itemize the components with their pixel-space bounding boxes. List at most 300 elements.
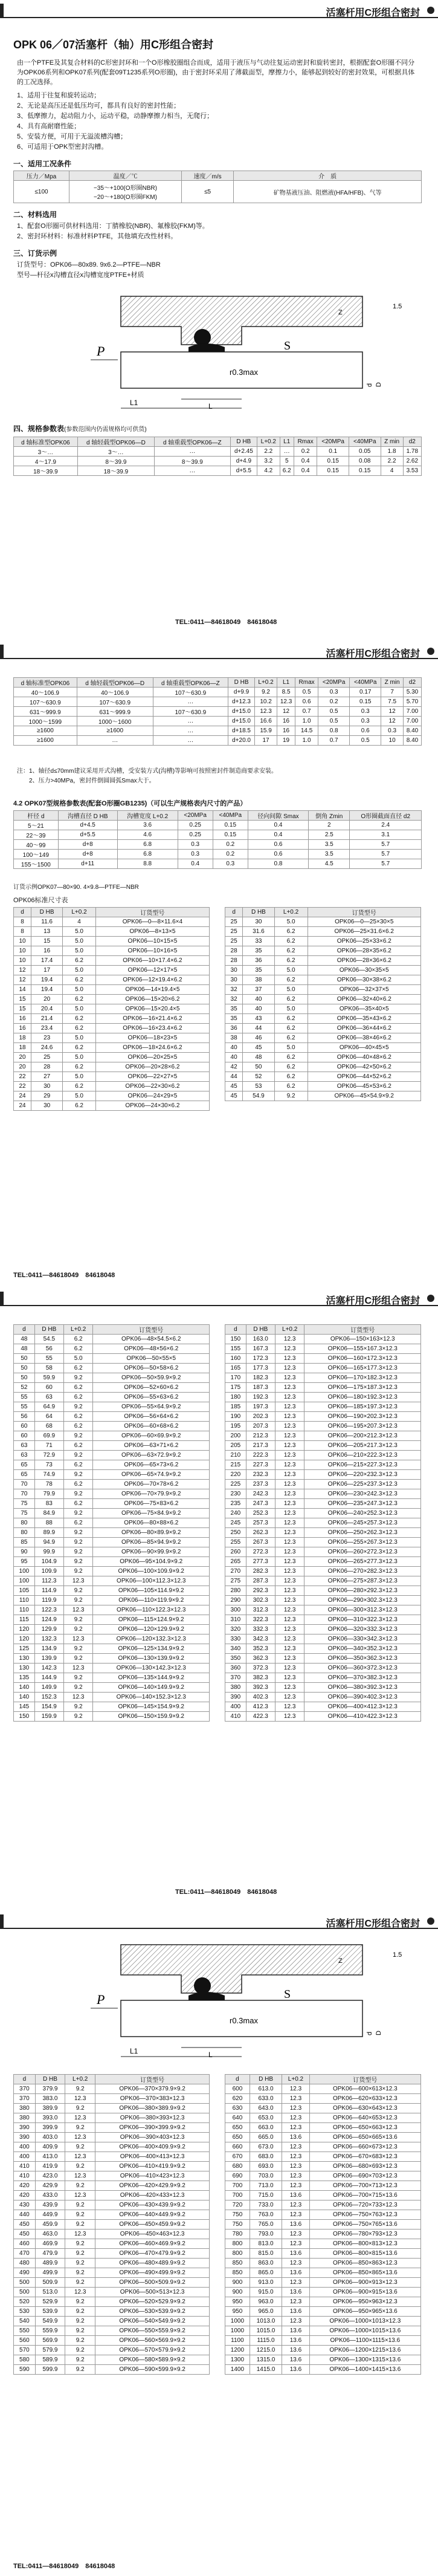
table-cell: OPK06—35×43×6.2 (308, 1014, 420, 1024)
section-order: 三、订货示例 (13, 249, 57, 258)
table-cell: 865.0 (250, 2268, 282, 2278)
column-header: D HB (230, 437, 257, 447)
table-cell: OPK06—150×159.9×9.2 (93, 1712, 210, 1722)
table-cell: 0.4 (248, 830, 308, 840)
table-row (225, 1605, 421, 1615)
table-cell: OPK06—410×423×12.3 (95, 2171, 210, 2181)
table-row (225, 1412, 421, 1422)
table-cell: 352.3 (246, 1644, 275, 1654)
table-row (14, 457, 422, 466)
table-cell: OPK06—590×599.9×9.2 (95, 2365, 210, 2375)
table-cell: 282.3 (246, 1567, 275, 1576)
table-cell: 245 (225, 1518, 246, 1528)
table-cell: OPK06—520×529.9×9.2 (95, 2297, 210, 2307)
table-cell: 30 (31, 1082, 63, 1091)
table-row (14, 1538, 210, 1547)
table-row (225, 1402, 421, 1412)
table-row (14, 2220, 210, 2230)
table-cell: 963.0 (250, 2297, 282, 2307)
table-cell: 232.3 (246, 1470, 275, 1480)
table-cell: 430 (14, 2200, 36, 2210)
text-line: 2、压力>40MPa，密封件倒圆圆弧Smax大于。 (17, 778, 155, 784)
table-cell: 539.9 (35, 2307, 65, 2317)
table-row (14, 840, 422, 850)
table-row (14, 2084, 210, 2094)
column-header: d 轴标准型OPK06 (14, 437, 78, 447)
table-cell: OPK06—470×479.9×9.2 (95, 2249, 210, 2259)
table-cell: OPK06—750×763×12.3 (309, 2210, 420, 2220)
table-cell: 6.2 (274, 1062, 308, 1072)
table-cell: 439.9 (35, 2200, 65, 2210)
table-cell: OPK06—800×813×12.3 (309, 2239, 420, 2249)
table-cell: 12.3 (275, 1702, 304, 1712)
table-cell: 370 (14, 2084, 36, 2094)
table-cell: 21.4 (31, 1014, 63, 1024)
table-cell: 25 (225, 927, 243, 937)
table-cell: 12.3 (277, 697, 295, 707)
table-cell: OPK06—100×112.3×12.3 (93, 1576, 210, 1586)
table-cell: 78 (34, 1480, 63, 1489)
table-cell: 9.2 (63, 1683, 93, 1693)
table-cell: 175 (225, 1383, 246, 1393)
table-row (225, 2326, 421, 2336)
table-cell: 6.2 (274, 937, 308, 946)
table-row (225, 2336, 421, 2346)
table-row (14, 1024, 210, 1033)
table-cell: OPK06—500×513×12.3 (95, 2288, 210, 2297)
table-cell: 400 (14, 2152, 36, 2162)
table-cell: 6.2 (63, 1499, 93, 1509)
table-cell: 12.3 (282, 2104, 309, 2113)
table-cell: OPK06—25×33×6.2 (308, 937, 420, 946)
table-row (225, 1393, 421, 1402)
table-row (14, 927, 210, 937)
table-row (225, 1014, 421, 1024)
table-cell: d+15.0 (228, 707, 255, 717)
column-header: <20MPa (178, 811, 213, 821)
table-cell: OPK06—170×182.3×12.3 (304, 1373, 421, 1383)
table-cell: 52 (14, 1383, 35, 1393)
table-row (225, 2268, 421, 2278)
table-cell: 55 (34, 1354, 63, 1364)
table-cell: 80 (14, 1518, 35, 1528)
column-header: <40MPa (349, 437, 381, 447)
table-cell: 12.3 (282, 2297, 309, 2307)
table-cell: 12.3 (275, 1664, 304, 1673)
table-cell: 11.6 (31, 917, 63, 927)
table-cell: OPK06—48×54.5×6.2 (93, 1335, 210, 1344)
table-cell: 12.3 (282, 2171, 309, 2181)
table-cell: 389.9 (35, 2104, 65, 2113)
table-row (14, 1673, 210, 1683)
table-cell: OPK06—410×422.3×12.3 (304, 1712, 421, 1722)
table-cell: 35 (243, 966, 274, 975)
table-cell: 257.3 (246, 1518, 275, 1528)
table-cell: 16.6 (255, 717, 277, 726)
table-cell: 129.9 (34, 1625, 63, 1634)
table-cell: OPK06—370×382.3×12.3 (304, 1673, 421, 1683)
table-cell: 633.0 (250, 2094, 282, 2104)
table-cell: 220 (225, 1470, 246, 1480)
table-cell: 0.5 (350, 736, 381, 746)
table-row (14, 995, 210, 1004)
table-cell: 16 (277, 726, 295, 736)
table-cell: 530 (14, 2307, 36, 2317)
label-L1: L1 (130, 2047, 138, 2055)
table-cell: 6.2 (63, 1364, 93, 1373)
table-cell: OPK06—55×64.9×9.2 (93, 1402, 210, 1412)
table-cell: 104.9 (34, 1557, 63, 1567)
table-cell: 663.0 (250, 2123, 282, 2133)
table-cell: 800 (225, 2239, 250, 2249)
table-cell: 0.4 (294, 466, 317, 476)
table-row (14, 2278, 210, 2288)
table-cell: 10 (14, 956, 31, 966)
table-row (14, 1547, 210, 1557)
table-cell: OPK06—8×13×5 (95, 927, 209, 937)
table-cell: 620 (225, 2094, 250, 2104)
table-cell: 520 (14, 2297, 36, 2307)
table-cell: OPK06—670×683×12.3 (309, 2152, 420, 2162)
header-dot-icon (427, 1295, 434, 1302)
table-row (14, 830, 422, 840)
table-row (225, 1373, 421, 1383)
table-row (14, 1072, 210, 1082)
table-row (225, 1673, 421, 1683)
table-row (14, 1509, 210, 1518)
table-row (225, 937, 421, 946)
table-cell: 70 (14, 1480, 35, 1489)
column-header: D HB (250, 2075, 282, 2084)
table-row (14, 821, 422, 830)
table-row (225, 1586, 421, 1596)
table-cell: 54.9 (243, 1091, 274, 1101)
table-cell: 6.2 (63, 1024, 96, 1033)
table-row (14, 850, 422, 859)
table-cell: 262.3 (246, 1528, 275, 1538)
table-cell: 14.5 (295, 726, 318, 736)
table-cell: 0.3 (381, 726, 404, 736)
table-cell: 0.4 (248, 821, 308, 830)
table-cell: 3.2 (257, 457, 280, 466)
table-cell: 12.3 (275, 1470, 304, 1480)
table-cell: 10.2 (255, 697, 277, 707)
table-cell: 0.2 (294, 447, 317, 457)
table-cell: 63 (34, 1393, 63, 1402)
label-d: d (366, 2031, 373, 2035)
label-L: L (208, 402, 213, 411)
table-cell: 550 (14, 2326, 36, 2336)
table-cell: 6.2 (63, 1518, 93, 1528)
table-cell: 150 (225, 1335, 246, 1344)
table-cell: 227.3 (246, 1460, 275, 1470)
table-cell: OPK06—52×60×6.2 (93, 1383, 210, 1393)
table-cell: 0.15 (317, 466, 349, 476)
table-row (14, 985, 210, 995)
table-cell: 382.3 (246, 1673, 275, 1683)
table-cell: 100 (14, 1576, 35, 1586)
table-cell: 107～630.9 (77, 697, 153, 707)
column-header: <20MPa (318, 678, 350, 688)
table-cell: OPK06—360×372.3×12.3 (304, 1664, 421, 1673)
table-row (225, 917, 421, 927)
table-cell: 42 (225, 1062, 243, 1072)
table-cell: 580 (14, 2355, 36, 2365)
table-cell: 1100 (225, 2336, 250, 2346)
table-cell: OPK06—900×915×13.6 (309, 2288, 420, 2297)
table-cell: 0.2 (213, 840, 248, 850)
table-cell: 1300 (225, 2355, 250, 2365)
table-row (14, 1576, 210, 1586)
table-cell: 12.3 (275, 1373, 304, 1383)
table-cell: 69.9 (34, 1431, 63, 1441)
table-cell: 9.2 (65, 2346, 95, 2355)
table-cell: 0.15 (350, 697, 381, 707)
table-row (225, 2094, 421, 2104)
table-cell: 48 (243, 1053, 274, 1062)
table-cell: 54.5 (34, 1335, 63, 1344)
table-row (14, 1528, 210, 1538)
table-cell: 703.0 (250, 2171, 282, 2181)
table-cell: 660 (225, 2142, 250, 2152)
table-row (225, 2123, 421, 2133)
column-header: Z min (381, 678, 404, 688)
table-cell: 25 (225, 917, 243, 927)
table-cell: 9.2 (63, 1489, 93, 1499)
table-cell: 2.62 (403, 457, 421, 466)
table-cell: 0.8 (248, 859, 308, 869)
table-cell: 683.0 (250, 2152, 282, 2162)
table-cell: 185 (225, 1402, 246, 1412)
text-line: 1、配套O形圈可供材料选用：丁腈橡胶(NBR)、氟橡胶(FKM)等。 (17, 223, 209, 230)
table-cell: 247.3 (246, 1499, 275, 1509)
table-row (225, 995, 421, 1004)
table-cell: 12 (381, 707, 404, 717)
table-cell: OPK06—230×242.3×12.3 (304, 1489, 421, 1499)
table-cell: 0.7 (318, 736, 350, 746)
table-cell: OPK06—75×83×6.2 (93, 1499, 210, 1509)
table-row (14, 1596, 210, 1605)
table-cell: OPK06—420×433×12.3 (95, 2191, 210, 2200)
table-cell: 1.0 (295, 717, 318, 726)
page-header (0, 1914, 438, 1929)
table-cell: 4 (63, 917, 96, 927)
table-cell: 1000 (225, 2326, 250, 2336)
table-cell: 38 (225, 1033, 243, 1043)
table-cell: 0.6 (248, 840, 308, 850)
table-cell: OPK06—60×69.9×9.2 (93, 1431, 210, 1441)
table-row (225, 1062, 421, 1072)
table-cell: 9.2 (63, 1528, 93, 1538)
table-row (225, 2142, 421, 2152)
table-cell: OPK06—580×589.9×9.2 (95, 2355, 210, 2365)
table-row (225, 956, 421, 966)
table-cell: 12.3 (63, 1576, 93, 1586)
table-cell: 145 (14, 1702, 35, 1712)
table-row (14, 1654, 210, 1664)
table-cell: 5.0 (63, 1004, 96, 1014)
table-cell: OPK06—650×665×13.6 (309, 2133, 420, 2142)
table-cell: OPK06—280×292.3×12.3 (304, 1586, 421, 1596)
table-cell: 28 (225, 946, 243, 956)
table-cell: 19.4 (31, 985, 63, 995)
table-row (14, 2123, 210, 2133)
table-cell: 95 (14, 1557, 35, 1567)
table-cell: OPK06—270×282.3×12.3 (304, 1567, 421, 1576)
table-cell: 3～… (14, 447, 78, 457)
table-cell: 9.2 (65, 2220, 95, 2230)
table-cell: OPK06—200×212.3×12.3 (304, 1431, 421, 1441)
table-row (225, 2171, 421, 2181)
table-cell: 10 (14, 937, 31, 946)
column-header: L1 (277, 678, 295, 688)
table-cell: 12.3 (282, 2259, 309, 2268)
table-cell: 33 (243, 937, 274, 946)
table-cell: 12.3 (282, 2123, 309, 2133)
table-cell: 55 (14, 1393, 35, 1402)
table-row (225, 1024, 421, 1033)
table-cell: 9.2 (65, 2200, 95, 2210)
table-cell: 9.2 (65, 2181, 95, 2191)
label-1-5: 1.5 (393, 303, 402, 310)
table-cell: 6.2 (274, 956, 308, 966)
table-cell: 529.9 (35, 2297, 65, 2307)
table-cell: 46 (243, 1033, 274, 1043)
table-cell: 64.9 (34, 1402, 63, 1412)
table-cell: 6.2 (63, 995, 96, 1004)
table-cell: OPK06—65×73×6.2 (93, 1460, 210, 1470)
table-cell: 94.9 (34, 1538, 63, 1547)
table-row (225, 1683, 421, 1693)
table-row (14, 1451, 210, 1460)
table-cell: 12.3 (275, 1683, 304, 1693)
table-cell: 0.08 (349, 457, 381, 466)
text-line: 1、适用于往复和旋转运动； (17, 92, 101, 99)
table-cell: 40 (225, 1053, 243, 1062)
table-cell: OPK06—640×653×12.3 (309, 2113, 420, 2123)
table-cell: 950 (225, 2307, 250, 2317)
table-row (225, 1072, 421, 1082)
table-row (225, 2152, 421, 2162)
table-cell: 7.00 (403, 707, 421, 717)
table-cell: 5.0 (63, 966, 96, 975)
opk07-title: 4.2 OPK07型规格参数表(配套O形圈GB1235)（可以生产规格表内尺寸的产品） (13, 800, 247, 807)
table-cell: 36 (225, 1024, 243, 1033)
table-row (14, 1014, 210, 1024)
column-header: L+0.2 (63, 1325, 93, 1335)
table-row (14, 2162, 210, 2171)
table-cell: 5.7 (350, 850, 422, 859)
table-row (14, 1383, 210, 1393)
table-cell: 12 (14, 975, 31, 985)
table-cell: 5.0 (63, 946, 96, 956)
table-cell: 9.2 (65, 2317, 95, 2326)
table-row (14, 1082, 210, 1091)
table-row (14, 2152, 210, 2162)
table-row (14, 1373, 210, 1383)
table-row (225, 2317, 421, 2326)
table-cell: 6.2 (63, 1480, 93, 1489)
table-row (225, 1470, 421, 1480)
table-cell: OPK06—400×409.9×9.2 (95, 2142, 210, 2152)
table-cell: 134.9 (34, 1644, 63, 1654)
tel-line: TEL:0411—84618049 84618048 (175, 1888, 277, 1896)
label-r: r0.3max (230, 2016, 258, 2025)
table-cell: 31.6 (243, 927, 274, 937)
table-cell: 0.17 (350, 688, 381, 697)
housing-section (121, 1945, 362, 1993)
table-cell: 18～39.9 (14, 466, 78, 476)
table-cell: 212.3 (246, 1431, 275, 1441)
table-cell: 1.78 (403, 447, 421, 457)
table-cell: OPK06—500×509.9×9.2 (95, 2278, 210, 2288)
column-header: 订货型号 (93, 1325, 210, 1335)
table-row (14, 956, 210, 966)
table-cell: 110 (14, 1596, 35, 1605)
table-cell: 750 (225, 2210, 250, 2220)
table-cell: 109.9 (34, 1567, 63, 1576)
table-cell: 9.2 (65, 2278, 95, 2288)
table-cell: 509.9 (35, 2278, 65, 2288)
o-ring (194, 329, 211, 346)
table-cell: 12.3 (63, 1693, 93, 1702)
table-cell: 9.2 (63, 1644, 93, 1654)
table-cell: 643.0 (250, 2104, 282, 2113)
table-cell: 275 (225, 1576, 246, 1586)
table-cell: 12.3 (65, 2171, 95, 2181)
table-cell: 850 (225, 2259, 250, 2268)
table-cell: 272.3 (246, 1547, 275, 1557)
table-cell: OPK06—55×63×6.2 (93, 1393, 210, 1402)
table-cell: OPK06—380×393×12.3 (95, 2113, 210, 2123)
table-cell: 5.7 (350, 859, 422, 869)
table-cell: 107～630.9 (14, 697, 77, 707)
table-cell: 107～630.9 (153, 707, 228, 717)
table-cell: 6.2 (63, 975, 96, 985)
column-header: d2 (403, 437, 421, 447)
table-cell: d+2.45 (230, 447, 257, 457)
table-cell: 13.6 (282, 2268, 309, 2278)
table-cell: OPK06—300×312.3×12.3 (304, 1605, 421, 1615)
table-cell: OPK06—22×30×6.2 (95, 1082, 209, 1091)
table-cell: 12.3 (275, 1509, 304, 1518)
table-cell: 12.3 (275, 1460, 304, 1470)
table-cell: OPK06—540×549.9×9.2 (95, 2317, 210, 2326)
table-cell: OPK06—20×25×5 (95, 1053, 209, 1062)
table-cell: 599.9 (35, 2365, 65, 2375)
table-row (225, 2297, 421, 2307)
opk07-order-example: 订货示例OPK07—80×90. 4×9.8—PTFE—NBR (13, 884, 139, 891)
table-cell: 88 (34, 1518, 63, 1528)
table-cell: OPK06—210×222.3×12.3 (304, 1451, 421, 1460)
column-header: L+0.2 (257, 437, 280, 447)
table-cell: 12.3 (282, 2142, 309, 2152)
table-cell: OPK06—44×52×6.2 (308, 1072, 420, 1082)
table-cell: 59.9 (34, 1373, 63, 1383)
table-cell: 160 (225, 1354, 246, 1364)
table-cell: OPK06—165×177.3×12.3 (304, 1364, 421, 1373)
page-header (0, 645, 438, 659)
table-row (14, 1412, 210, 1422)
table-cell: 429.9 (35, 2181, 65, 2191)
table-cell: 1000 (225, 2317, 250, 2326)
table-cell: 6.2 (274, 1014, 308, 1024)
table-row (225, 2278, 421, 2288)
table-cell: 3.53 (403, 466, 421, 476)
table-row (225, 1528, 421, 1538)
table-cell: 0.05 (349, 447, 381, 457)
table-cell: OPK06—310×322.3×12.3 (304, 1615, 421, 1625)
